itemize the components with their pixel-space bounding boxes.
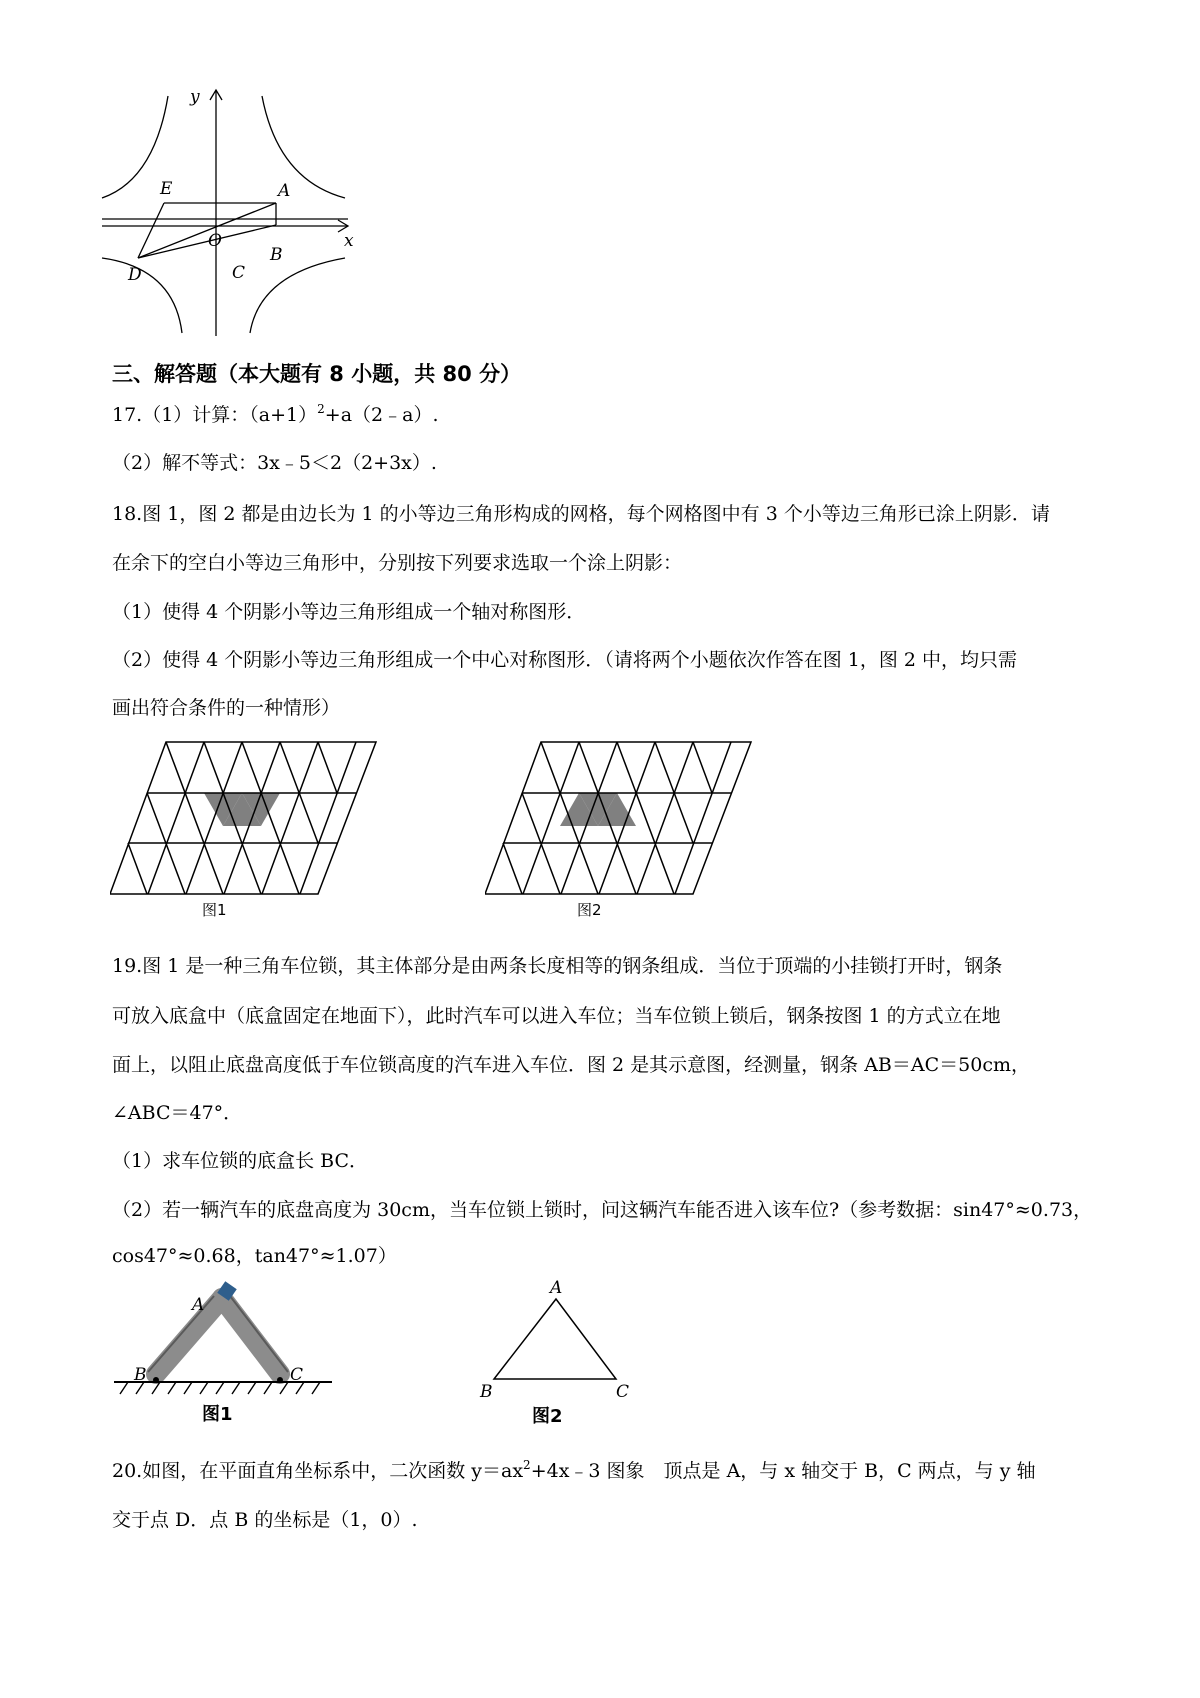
- q18-figure-2-grid: [485, 740, 765, 920]
- q18-line-5: 画出符合条件的一种情形）: [112, 697, 341, 719]
- q18-figure-1-grid: [110, 740, 390, 920]
- q20-line-1: 20.如图，在平面直角坐标系中，二次函数 $y=ax^2+4x﹣3$ 图象 顶点是 A，与 x 轴交于 B，C 两点，与 y 轴: [112, 1458, 1036, 1482]
- q17-line-2: （2）解不等式：3x﹣5＜2（2+3x）.: [112, 452, 437, 474]
- label-D: D: [128, 265, 142, 285]
- q18-line-3: （1）使得 4 个阴影小等边三角形组成一个轴对称图形．: [112, 601, 586, 623]
- label-B: B: [270, 245, 283, 265]
- fig1-label-B: B: [134, 1365, 147, 1385]
- label-A: A: [278, 181, 291, 201]
- label-E: E: [160, 179, 173, 199]
- fig1-label-A: A: [192, 1295, 205, 1315]
- q19-line-5: （1）求车位锁的底盒长 BC．: [112, 1150, 368, 1172]
- fig2-label-A: A: [550, 1278, 563, 1298]
- q19-figure-2-caption: 图2: [532, 1406, 563, 1427]
- label-C: C: [232, 263, 246, 283]
- fig2-label-C: C: [616, 1382, 630, 1402]
- hyperbola-branch-1: [262, 96, 345, 198]
- triangle-ABC: [494, 1299, 616, 1379]
- q19-line-6: （2）若一辆汽车的底盘高度为 30cm，当车位锁上锁时，问这辆汽车能否进入该车位?（参考数据：sin47°≈0.73，: [112, 1199, 1093, 1221]
- q19-line-1: 19.图 1 是一种三角车位锁，其主体部分是由两条长度相等的钢条组成．当位于顶端的小挂锁打开时，钢条: [112, 955, 1003, 977]
- q17-line-1: 17.（1）计算：$(a+1)^2+a(2﹣a)$.: [112, 402, 439, 426]
- hyperbola-branch-2: [102, 96, 168, 198]
- q19-figure-2-triangle: [470, 1275, 650, 1430]
- steel-bar-right: [222, 1298, 280, 1374]
- hyperbola-graph: [100, 88, 360, 338]
- q19-line-2: 可放入底盒中（底盒固定在地面下），此时汽车可以进入车位；当车位锁上锁后，钢条按图 1 的方式立在地: [112, 1005, 1001, 1027]
- q19-line-7: cos47°≈0.68，tan47°≈1.07）: [112, 1245, 397, 1267]
- hyperbola-branch-3: [102, 258, 182, 333]
- steel-bar-left: [156, 1298, 222, 1374]
- label-x: x: [344, 231, 354, 251]
- fig1-label-C: C: [290, 1365, 304, 1385]
- q19-line-4: ∠ABC＝47°．: [112, 1102, 243, 1124]
- q19-figure-1-caption: 图1: [202, 1404, 233, 1425]
- section-heading: 三、解答题（本大题有 8 小题，共 80 分）: [112, 362, 522, 386]
- q18-line-4: （2）使得 4 个阴影小等边三角形组成一个中心对称图形．（请将两个小题依次作答在图 1，图 2 中，均只需: [112, 649, 1018, 671]
- q18-line-1: 18.图 1，图 2 都是由边长为 1 的小等边三角形构成的网格，每个网格图中有 3 个小等边三角形已涂上阴影．请: [112, 503, 1050, 525]
- q18-figure-1-caption: 图1: [202, 901, 227, 919]
- q18-line-2: 在余下的空白小等边三角形中，分别按下列要求选取一个涂上阴影：: [112, 552, 683, 574]
- q19-line-3: 面上，以阻止底盘高度低于车位锁高度的汽车进入车位．图 2 是其示意图，经测量，钢条 AB＝AC＝50cm，: [112, 1054, 1030, 1076]
- label-O: O: [208, 231, 222, 251]
- q20-line-2: 交于点 D．点 B 的坐标是（1，0）.: [112, 1509, 418, 1531]
- fig2-label-B: B: [480, 1382, 493, 1402]
- q18-figure-2-caption: 图2: [577, 901, 602, 919]
- hyperbola-branch-4: [250, 258, 345, 333]
- q19-figure-1-lock: [110, 1278, 340, 1428]
- label-y: y: [190, 88, 200, 107]
